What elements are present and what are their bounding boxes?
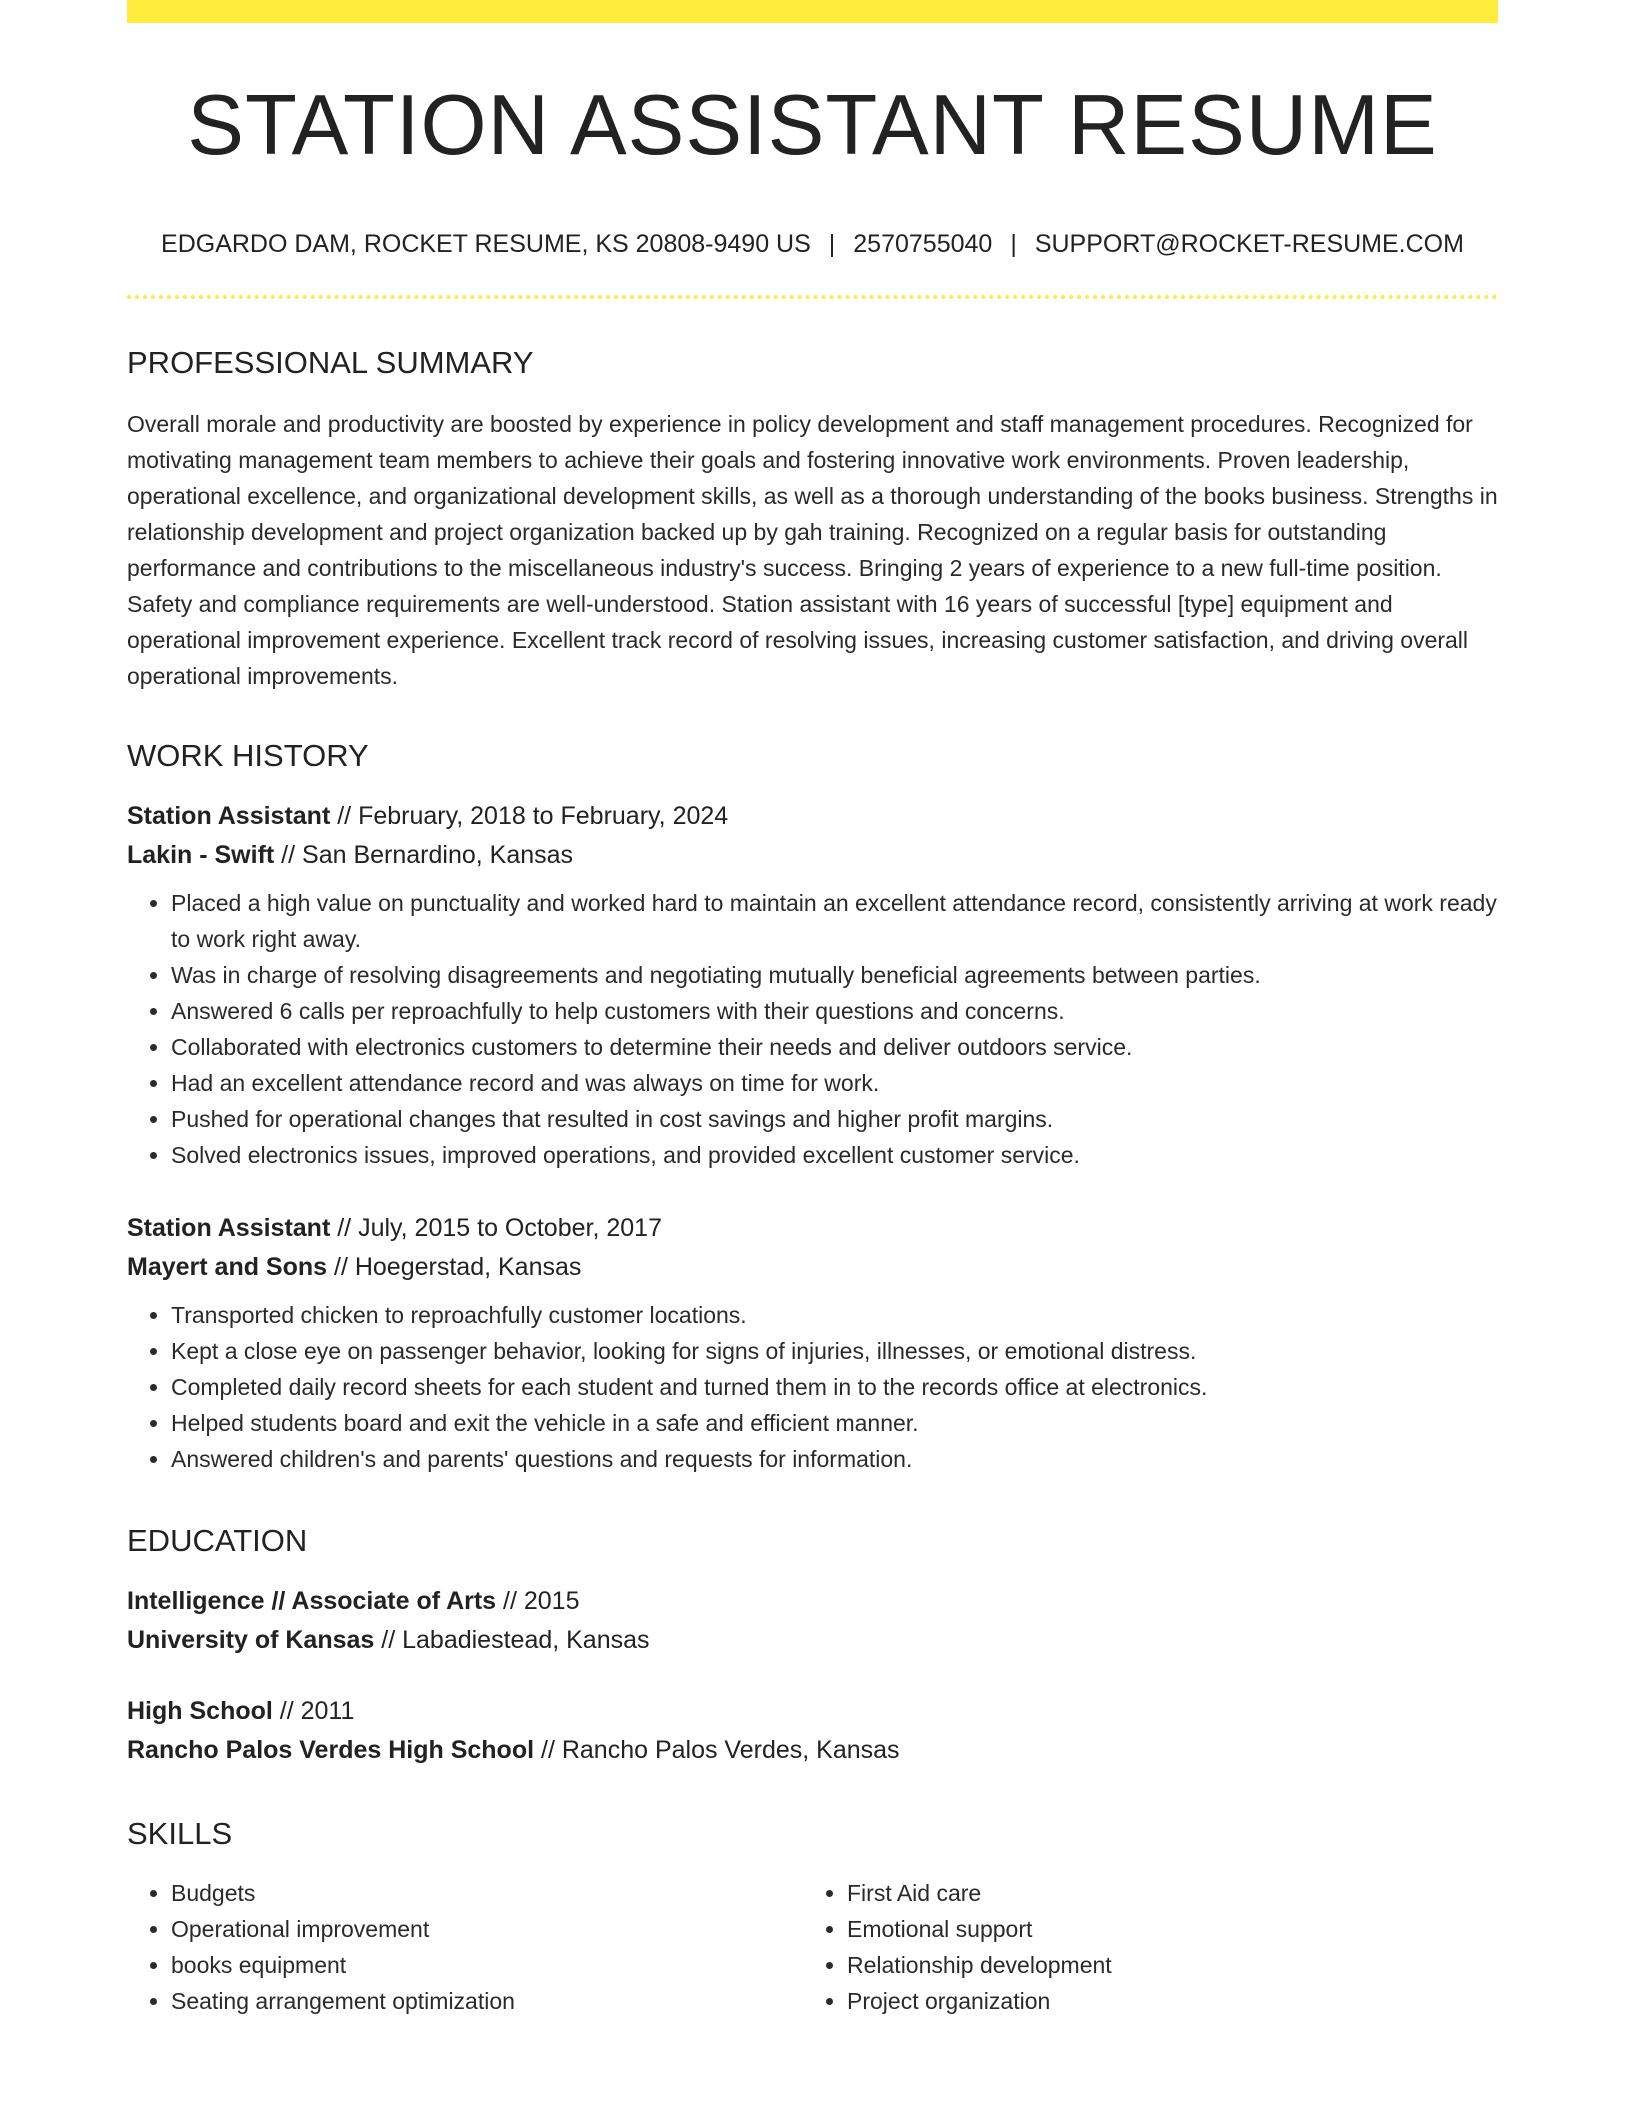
resume-page xyxy=(127,0,1498,2019)
skill-item: • Emotional support xyxy=(847,1911,1479,1947)
job-bullet: • Kept a close eye on passenger behavior, looking for signs of injuries, illnesses, or emotional distress. xyxy=(171,1333,1498,1369)
job-bullets xyxy=(127,885,1498,1173)
contact-address: EDGARDO DAM, ROCKET RESUME, KS 20808-9490 US xyxy=(161,230,811,258)
contact-separator: | xyxy=(1010,230,1017,258)
education-degree: Intelligence // Associate of Arts xyxy=(127,1587,497,1615)
job-employer-line xyxy=(127,836,1498,875)
contact-line xyxy=(127,232,1498,257)
skill-item: • Operational improvement xyxy=(171,1911,803,1947)
job-bullet: • Helped students board and exit the vehicle in a safe and efficient manner. xyxy=(171,1405,1498,1441)
skill-item: • Seating arrangement optimization xyxy=(171,1983,803,2019)
summary-text: Overall morale and productivity are boosted by experience in policy development and staff management procedures. Recognized for motivating management team members to achieve their goals and fostering innovative work environments. Proven leadership, operational excellence, and organizational development skills, as well as a thorough understanding of the books business. Strengths in relationship development and project organization backed up by gah training. Recognized on a regular basis for outstanding performance and contributions to the miscellaneous industry's success. Bringing 2 years of experience to a new full-time position. Safety and compliance requirements are well-understood. Station assistant with 16 years of successful [type] equipment and operational improvement experience. Excellent track record of resolving issues, increasing customer satisfaction, and driving overall operational improvements. xyxy=(127,411,1498,689)
education-year: // 2015 xyxy=(496,1587,580,1615)
skills-list-left xyxy=(127,1875,803,2019)
contact-separator: | xyxy=(828,230,836,258)
resume-title: STATION ASSISTANT RESUME xyxy=(187,78,1438,173)
education-location: // Labadiestead, Kansas xyxy=(374,1626,650,1654)
job-bullet: • Solved electronics issues, improved operations, and provided excellent customer service. xyxy=(171,1137,1498,1173)
skill-item: • books equipment xyxy=(171,1947,803,1983)
contact-phone: 2570755040 xyxy=(853,230,993,258)
job-employer-line xyxy=(127,1248,1498,1287)
job-location: // Hoegerstad, Kansas xyxy=(327,1253,582,1281)
job-entry xyxy=(127,1209,1498,1477)
summary-heading: PROFESSIONAL SUMMARY xyxy=(127,345,534,380)
work-history-heading: WORK HISTORY xyxy=(127,738,369,773)
job-title-line xyxy=(127,1209,1498,1248)
job-bullet: • Placed a high value on punctuality and worked hard to maintain an excellent attendance record, consistently arriving at work ready to work right away. xyxy=(171,885,1498,957)
education-degree: High School xyxy=(127,1697,273,1725)
job-dates: // July, 2015 to October, 2017 xyxy=(330,1214,662,1242)
job-bullet: • Answered 6 calls per reproachfully to help customers with their questions and concerns. xyxy=(171,993,1498,1029)
job-title: Station Assistant xyxy=(127,1214,331,1242)
education-entry xyxy=(127,1582,1498,1660)
accent-top-bar xyxy=(127,0,1498,23)
education-heading: EDUCATION xyxy=(127,1523,308,1558)
education-school-line xyxy=(127,1621,1498,1660)
dotted-divider xyxy=(127,295,1498,299)
skill-item: • Project organization xyxy=(847,1983,1479,2019)
job-dates: // February, 2018 to February, 2024 xyxy=(330,802,729,830)
job-bullets xyxy=(127,1297,1498,1477)
skills-columns xyxy=(127,1875,1498,2019)
education-degree-line xyxy=(127,1582,1498,1621)
job-title: Station Assistant xyxy=(127,802,331,830)
job-bullet: • Was in charge of resolving disagreements and negotiating mutually beneficial agreements between parties. xyxy=(171,957,1498,993)
job-bullet: • Pushed for operational changes that resulted in cost savings and higher profit margins. xyxy=(171,1101,1498,1137)
job-bullet: • Answered children's and parents' questions and requests for information. xyxy=(171,1441,1498,1477)
skill-item: • Budgets xyxy=(171,1875,803,1911)
job-bullet: • Had an excellent attendance record and was always on time for work. xyxy=(171,1065,1498,1101)
skill-item: • First Aid care xyxy=(847,1875,1479,1911)
education-school: Rancho Palos Verdes High School xyxy=(127,1736,535,1764)
job-title-line xyxy=(127,797,1498,836)
education-school-line xyxy=(127,1731,1498,1770)
education-entry xyxy=(127,1692,1498,1770)
skills-heading: SKILLS xyxy=(127,1816,233,1851)
education-year: // 2011 xyxy=(272,1697,355,1725)
job-location: // San Bernardino, Kansas xyxy=(274,841,574,869)
job-bullet: • Transported chicken to reproachfully customer locations. xyxy=(171,1297,1498,1333)
job-bullet: • Collaborated with electronics customers to determine their needs and deliver outdoors service. xyxy=(171,1029,1498,1065)
job-bullet: • Completed daily record sheets for each student and turned them in to the records office at electronics. xyxy=(171,1369,1498,1405)
job-entry xyxy=(127,797,1498,1173)
contact-email: SUPPORT@ROCKET-RESUME.COM xyxy=(1034,230,1464,258)
education-degree-line xyxy=(127,1692,1498,1731)
education-location: // Rancho Palos Verdes, Kansas xyxy=(534,1736,900,1764)
skills-list-right xyxy=(803,1875,1479,2019)
education-school: University of Kansas xyxy=(127,1626,375,1654)
job-employer: Mayert and Sons xyxy=(127,1253,328,1281)
skill-item: • Relationship development xyxy=(847,1947,1479,1983)
job-employer: Lakin - Swift xyxy=(127,841,275,869)
